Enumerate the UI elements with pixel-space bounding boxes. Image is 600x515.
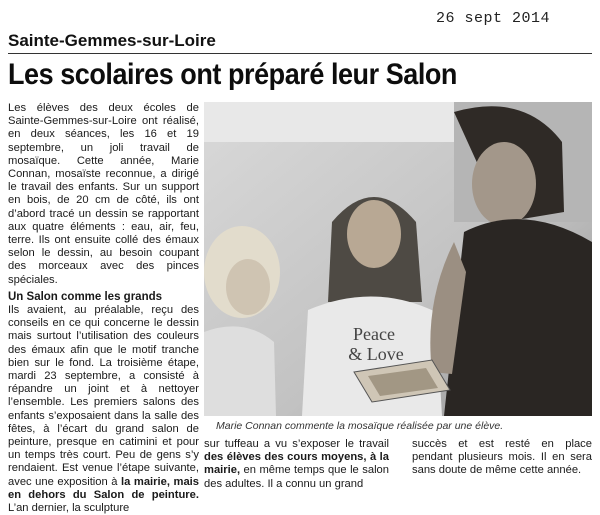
article-column-1 bbox=[8, 102, 199, 515]
body-paragraph bbox=[8, 304, 199, 515]
headline: Les scolaires ont préparé leur Salon bbox=[8, 58, 457, 91]
article-column-3: succès et est resté en place pendant plusieurs mois. Il en sera sans doute de même cette année. bbox=[412, 438, 592, 477]
section-title: Sainte-Gemmes-sur-Loire bbox=[8, 31, 216, 50]
article-column-2 bbox=[204, 438, 389, 491]
intro-paragraph: Les élèves des deux écoles de Sainte-Gemmes-sur-Loire ont réalisé, en deux séances, les 16 et 19 septembre, un joli travail de mosaïque. Cette année, Marie Connan, mosaïste reconnue, a dirigé le travail des enfants. Sur un support en bois, de 20 cm de côté, ils ont d’abord tracé un dessin se rapportant aux quatre éléments : eau, air, feu, terre. Ils ont ensuite collé des émaux selon le dessin, au besoin coupant des morceaux avec des pinces spéciales. bbox=[8, 102, 199, 286]
subheading: Un Salon comme les grands bbox=[8, 290, 163, 303]
photo-caption: Marie Connan commente la mosaïque réalisée par une élève. bbox=[216, 420, 504, 432]
section-divider bbox=[8, 53, 592, 54]
col2-text-end: en même temps que le salon des adultes. Il a connu un grand bbox=[204, 464, 389, 490]
body-text-end: L’an dernier, la sculpture bbox=[8, 502, 130, 515]
body-text: Ils avaient, au préalable, reçu des conseils en ce qui concerne le dessin mais surtout l’utilisation des couleurs des émaux afin que le motif tranche bien sur le fond. La troisième étape, mardi 23 septembre, a consisté à répandre un joint et à nettoyer l’ensemble. Les premiers salons des enfants s’exposaient dans la salle des fêtes, à l’écart du grand salon de peinture, presque en catimini et pour un temps très court. Peu de gens s’y rendaient. Est venue l’étape suivante, avec une exposition à bbox=[8, 304, 199, 488]
date-stamp: 26 sept 2014 bbox=[436, 10, 551, 27]
shirt-text-peace: Peace bbox=[353, 324, 395, 344]
article-photo bbox=[204, 102, 592, 416]
col2-text-start: sur tuffeau a vu s’exposer le travail bbox=[204, 438, 389, 450]
body-bold-text: la mairie, mais en dehors du Salon de peinture. bbox=[8, 475, 199, 501]
col2-bold-text: des élèves des cours moyens, à la mairie, bbox=[204, 451, 389, 477]
shirt-text-love: & Love bbox=[348, 344, 404, 364]
